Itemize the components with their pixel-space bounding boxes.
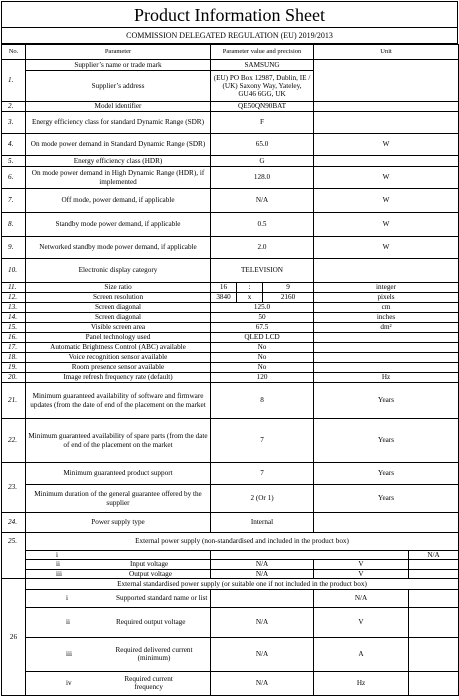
parameter-cell: Screen diagonal	[26, 303, 211, 313]
unit-cell: W	[314, 134, 459, 156]
value-cell: 120	[211, 373, 314, 383]
value-cell: 65.0	[211, 134, 314, 156]
empty-cell	[409, 560, 459, 569]
unit-cell: inches	[314, 313, 459, 323]
section-heading: External standardised power supply (or suitable one if not included in the product box)	[26, 578, 459, 589]
table-row	[2, 313, 459, 323]
unit-cell: Years	[314, 419, 459, 463]
unit-cell: Hz	[314, 671, 409, 695]
table-row	[2, 533, 459, 551]
parameter-cell: Minimum duration of the general guarantee offered by the supplier	[26, 485, 211, 513]
value-cell: No	[211, 353, 314, 363]
value-cell: 2.0	[211, 237, 314, 259]
table-row	[2, 569, 459, 578]
table-row	[2, 259, 459, 283]
table-row	[2, 333, 459, 343]
unit-cell: W	[314, 167, 459, 189]
row-number: 26	[2, 578, 26, 695]
value-separator: :	[237, 283, 263, 293]
parameter-cell: Electronic display category	[26, 259, 211, 283]
product-info-table	[1, 44, 459, 696]
table-row	[2, 189, 459, 213]
parameter-cell: Voice recognition sensor available	[26, 353, 211, 363]
row-number: 16.	[2, 333, 26, 343]
row-number: 15.	[2, 323, 26, 333]
value-cell: 7	[211, 419, 314, 463]
parameter-cell: Standby mode power demand, if applicable	[26, 213, 211, 237]
row-number: 3.	[2, 112, 26, 134]
parameter-cell: Minimum guaranteed availability of software and firmware updates (from the date of end of the placement on the market	[26, 383, 211, 419]
parameter-cell: Panel technology used	[26, 333, 211, 343]
sub-label	[26, 607, 211, 637]
row-number: 21.	[2, 383, 26, 419]
sub-label-text: ii	[66, 618, 70, 627]
value-cell: No	[211, 363, 314, 373]
empty-cell	[409, 607, 459, 637]
parameter-cell: Model identifier	[26, 102, 211, 112]
table-row	[2, 463, 459, 485]
sub-label	[26, 589, 211, 607]
sub-label	[26, 569, 211, 578]
table-row	[2, 373, 459, 383]
value-cell: 2 (Or 1)	[211, 485, 314, 513]
table-row	[2, 551, 459, 560]
table-row	[2, 303, 459, 313]
table-row	[2, 419, 459, 463]
unit-cell: A	[314, 637, 409, 671]
parameter-text: Output voltage	[129, 569, 172, 578]
value-cell-2: 2160	[263, 293, 314, 303]
value-cell: 128.0	[211, 167, 314, 189]
sub-label	[26, 560, 211, 569]
row-number: 25.	[2, 533, 26, 579]
row-number: 9.	[2, 237, 26, 259]
value-cell: F	[211, 112, 314, 134]
unit-cell	[314, 363, 459, 373]
empty-cell	[211, 589, 314, 607]
table-row	[2, 485, 459, 513]
value-cell: N/A	[211, 569, 314, 578]
parameter-cell: Energy efficiency class for standard Dynamic Range (SDR)	[26, 112, 211, 134]
sub-label-text: iii	[56, 569, 62, 578]
unit-cell: W	[314, 237, 459, 259]
parameter-text: Supported standard name or list	[116, 594, 208, 603]
value-cell: 7	[211, 463, 314, 485]
parameter-cell: Screen resolution	[26, 293, 211, 303]
unit-cell: V	[314, 607, 409, 637]
unit-cell: integer	[314, 283, 459, 293]
parameter-cell: On mode power demand in High Dynamic Range (HDR), if implemented	[26, 167, 211, 189]
value-cell: SAMSUNG	[211, 60, 314, 71]
parameter-text: Required delivered current (minimum)	[115, 646, 193, 663]
table-row	[2, 343, 459, 353]
value-cell: QE50QN90BAT	[211, 102, 314, 112]
header-unit: Unit	[314, 45, 459, 60]
unit-cell	[314, 259, 459, 283]
regulation-subtitle: COMMISSION DELEGATED REGULATION (EU) 2019/2013	[1, 28, 458, 44]
section-heading: External power supply (non-standardised and included in the product box)	[26, 533, 459, 551]
table-row	[2, 353, 459, 363]
row-number: 13.	[2, 303, 26, 313]
row-number: 23.	[2, 463, 26, 513]
table-row	[2, 607, 459, 637]
table-row	[2, 213, 459, 237]
page-title: Product Information Sheet	[1, 1, 458, 28]
table-row	[2, 102, 459, 112]
value-cell: N/A	[211, 607, 314, 637]
value-cell: 50	[211, 313, 314, 323]
parameter-cell: Image refresh frequency rate (default)	[26, 373, 211, 383]
unit-cell	[314, 343, 459, 353]
empty-cell	[409, 637, 459, 671]
row-number: 10.	[2, 259, 26, 283]
row-number: 14.	[2, 313, 26, 323]
value-cell: 0.5	[211, 213, 314, 237]
parameter-cell: Supplier’s name or trade mark	[26, 60, 211, 71]
unit-cell: V	[314, 569, 409, 578]
value-cell: N/A	[211, 671, 314, 695]
table-row	[2, 237, 459, 259]
unit-cell	[314, 513, 459, 533]
value-cell: N/A	[211, 560, 314, 569]
row-number: 2.	[2, 102, 26, 112]
unit-cell	[314, 353, 459, 363]
table-row	[2, 578, 459, 589]
sub-label	[26, 671, 211, 695]
row-number: 6.	[2, 167, 26, 189]
sub-label-text: i	[66, 594, 68, 603]
value-cell: 8	[211, 383, 314, 419]
table-header-row	[2, 45, 459, 60]
table-row	[2, 671, 459, 695]
value-cell: (EU) PO Box 12987, Dublin, IE / (UK) Saxony Way, Yateley, GU46 6GG, UK	[211, 71, 314, 102]
parameter-cell: Minimum guaranteed product support	[26, 463, 211, 485]
value-cell-2: 9	[263, 283, 314, 293]
unit-cell: cm	[314, 303, 459, 313]
value-cell: Internal	[211, 513, 314, 533]
value-separator: x	[237, 293, 263, 303]
parameter-cell: Energy efficiency class (HDR)	[26, 156, 211, 167]
row-number: 11.	[2, 283, 26, 293]
value-cell: 125.0	[211, 303, 314, 313]
unit-cell: pixels	[314, 293, 459, 303]
sub-label	[26, 637, 211, 671]
empty-cell	[409, 589, 459, 607]
product-information-sheet	[1, 1, 458, 696]
row-number: 19.	[2, 363, 26, 373]
value-cell: G	[211, 156, 314, 167]
value-cell	[211, 551, 409, 560]
value-cell: 67.5	[211, 323, 314, 333]
row-number: 18.	[2, 353, 26, 363]
table-row	[2, 513, 459, 533]
row-number: 20.	[2, 373, 26, 383]
value-cell: N/A	[211, 189, 314, 213]
parameter-cell: Automatic Brightness Control (ABC) available	[26, 343, 211, 353]
table-row	[2, 112, 459, 134]
value-cell: N/A	[409, 551, 459, 560]
value-cell-1: 3840	[211, 293, 237, 303]
unit-cell	[314, 156, 459, 167]
parameter-text: Required output voltage	[116, 618, 186, 627]
row-number: 4.	[2, 134, 26, 156]
parameter-cell: Size ratio	[26, 283, 211, 293]
sub-label-text: iv	[66, 679, 72, 687]
row-number: 24.	[2, 513, 26, 533]
table-row	[2, 134, 459, 156]
parameter-cell: Screen diagonal	[26, 313, 211, 323]
sub-label-text: ii	[56, 560, 60, 569]
unit-cell: Years	[314, 485, 459, 513]
row-number: 22.	[2, 419, 26, 463]
row-number: 5.	[2, 156, 26, 167]
table-row	[2, 283, 459, 293]
row-number: 7.	[2, 189, 26, 213]
unit-cell	[314, 60, 459, 102]
value-cell: N/A	[314, 589, 409, 607]
parameter-cell: Power supply type	[26, 513, 211, 533]
value-cell: TELEVISION	[211, 259, 314, 283]
unit-cell: W	[314, 213, 459, 237]
table-row	[2, 156, 459, 167]
header-value: Parameter value and precision	[211, 45, 314, 60]
unit-cell: V	[314, 560, 409, 569]
value-cell: QLED LCD	[211, 333, 314, 343]
table-row	[2, 637, 459, 671]
table-row	[2, 560, 459, 569]
parameter-cell: Room presence sensor available	[26, 363, 211, 373]
value-cell-1: 16	[211, 283, 237, 293]
table-row	[2, 363, 459, 373]
table-row	[2, 167, 459, 189]
parameter-cell: Off mode, power demand, if applicable	[26, 189, 211, 213]
row-number: 17.	[2, 343, 26, 353]
parameter-cell: Supplier’s address	[26, 71, 211, 102]
parameter-cell: On mode power demand in Standard Dynamic Range (SDR)	[26, 134, 211, 156]
row-number: 12.	[2, 293, 26, 303]
empty-cell	[409, 671, 459, 695]
header-parameter: Parameter	[26, 45, 211, 60]
unit-cell: dm²	[314, 323, 459, 333]
unit-cell: Hz	[314, 373, 459, 383]
parameter-cell: Visible screen area	[26, 323, 211, 333]
empty-cell	[409, 569, 459, 578]
unit-cell: W	[314, 189, 459, 213]
sub-label-text: iii	[66, 650, 72, 658]
value-cell: No	[211, 343, 314, 353]
row-number: 1.	[2, 60, 26, 102]
sub-label: i	[26, 551, 211, 560]
parameter-cell: Minimum guaranteed availability of spare parts (from the date of end of the placement on the market	[26, 419, 211, 463]
unit-cell	[314, 102, 459, 112]
parameter-text: Input voltage	[130, 560, 169, 569]
unit-cell: Years	[314, 463, 459, 485]
table-row	[2, 383, 459, 419]
header-no: No.	[2, 45, 26, 60]
unit-cell	[314, 112, 459, 134]
parameter-text: Required current frequency	[124, 675, 173, 692]
parameter-cell: Networked standby mode power demand, if applicable	[26, 237, 211, 259]
row-number: 8.	[2, 213, 26, 237]
table-row	[2, 323, 459, 333]
unit-cell	[314, 333, 459, 343]
table-row	[2, 60, 459, 71]
value-cell: N/A	[211, 637, 314, 671]
table-row	[2, 293, 459, 303]
unit-cell: Years	[314, 383, 459, 419]
table-row	[2, 589, 459, 607]
